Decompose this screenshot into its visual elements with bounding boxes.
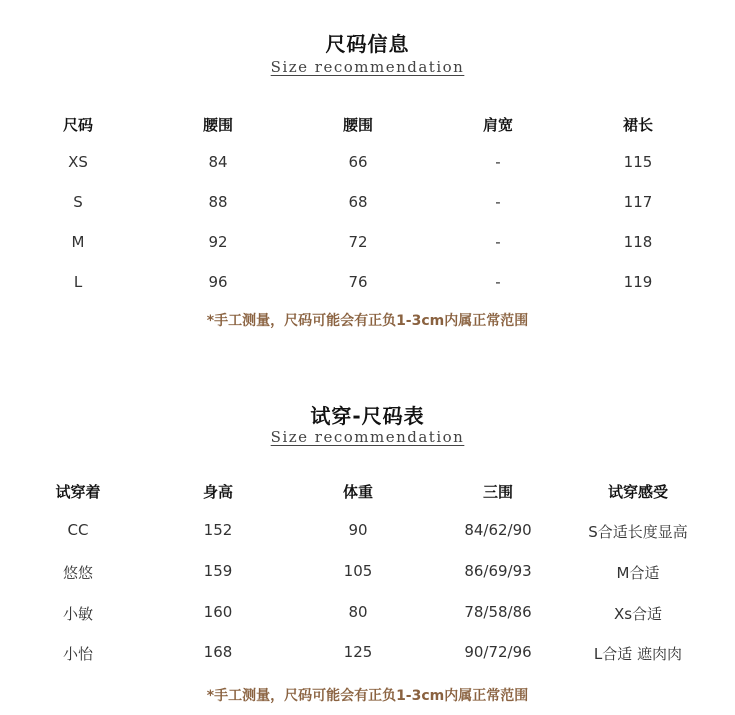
tryon-title: 试穿-尺码表 — [310, 404, 425, 428]
weight-cell: 90 — [348, 521, 368, 539]
fit-feedback-cell: M合适 — [616, 564, 660, 582]
header-fit-feedback: 试穿感受 — [607, 483, 668, 501]
measurements-cell: 90/72/96 — [464, 643, 532, 661]
size-cell: M — [71, 233, 85, 251]
shoulder-cell: - — [495, 233, 501, 251]
fit-feedback-cell: Xs合适 — [613, 605, 663, 623]
tryon-subtitle: Size recommendation — [270, 428, 465, 446]
measurements-cell: 84/62/90 — [464, 521, 532, 539]
skirt-length-cell: 119 — [623, 273, 653, 291]
shoulder-cell: - — [495, 153, 501, 171]
table-row — [0, 230, 735, 254]
header-waist: 腰围 — [202, 116, 233, 134]
weight-cell: 105 — [343, 562, 373, 580]
shoulder-cell: - — [495, 193, 501, 211]
header-waist-2: 腰围 — [342, 116, 373, 134]
waist-cell-2: 76 — [348, 273, 368, 291]
fit-feedback-cell: S合适长度显高 — [588, 523, 688, 541]
skirt-length-cell: 118 — [623, 233, 653, 251]
fit-feedback-cell: L合适 遮肉肉 — [593, 645, 683, 663]
tryon-table-header — [0, 480, 735, 504]
waist-cell: 88 — [208, 193, 228, 211]
height-cell: 168 — [203, 643, 233, 661]
waist-cell-2: 72 — [348, 233, 368, 251]
size-info-title: 尺码信息 — [325, 32, 410, 56]
table-row — [0, 518, 735, 542]
size-cell: L — [73, 273, 83, 291]
size-info-subtitle: Size recommendation — [270, 58, 465, 76]
measurement-note: *手工测量，尺码可能会有正负1-3cm内属正常范围 — [206, 313, 529, 329]
measurements-cell: 78/58/86 — [464, 603, 532, 621]
header-wearer: 试穿着 — [55, 483, 101, 501]
shoulder-cell: - — [495, 273, 501, 291]
header-height: 身高 — [202, 483, 233, 501]
waist-cell: 84 — [208, 153, 228, 171]
measurement-note: *手工测量，尺码可能会有正负1-3cm内属正常范围 — [206, 688, 529, 704]
measurements-cell: 86/69/93 — [464, 562, 532, 580]
table-row — [0, 150, 735, 174]
header-size: 尺码 — [62, 116, 93, 134]
wearer-cell: CC — [67, 521, 89, 539]
table-row — [0, 190, 735, 214]
waist-cell-2: 66 — [348, 153, 368, 171]
waist-cell: 92 — [208, 233, 228, 251]
waist-cell: 96 — [208, 273, 228, 291]
wearer-cell: 小敏 — [62, 605, 93, 623]
table-row — [0, 559, 735, 583]
waist-cell-2: 68 — [348, 193, 368, 211]
skirt-length-cell: 115 — [623, 153, 653, 171]
table-row — [0, 600, 735, 624]
table-row — [0, 640, 735, 664]
height-cell: 160 — [203, 603, 233, 621]
weight-cell: 125 — [343, 643, 373, 661]
wearer-cell: 悠悠 — [62, 564, 93, 582]
size-table-header — [0, 113, 735, 137]
header-skirt-length: 裙长 — [622, 116, 653, 134]
header-weight: 体重 — [342, 483, 373, 501]
height-cell: 159 — [203, 562, 233, 580]
header-measurements: 三围 — [482, 483, 513, 501]
height-cell: 152 — [203, 521, 233, 539]
skirt-length-cell: 117 — [623, 193, 653, 211]
table-row — [0, 270, 735, 294]
header-shoulder: 肩宽 — [482, 116, 513, 134]
size-cell: XS — [68, 153, 88, 171]
size-cell: S — [73, 193, 83, 211]
weight-cell: 80 — [348, 603, 368, 621]
wearer-cell: 小怡 — [62, 645, 93, 663]
